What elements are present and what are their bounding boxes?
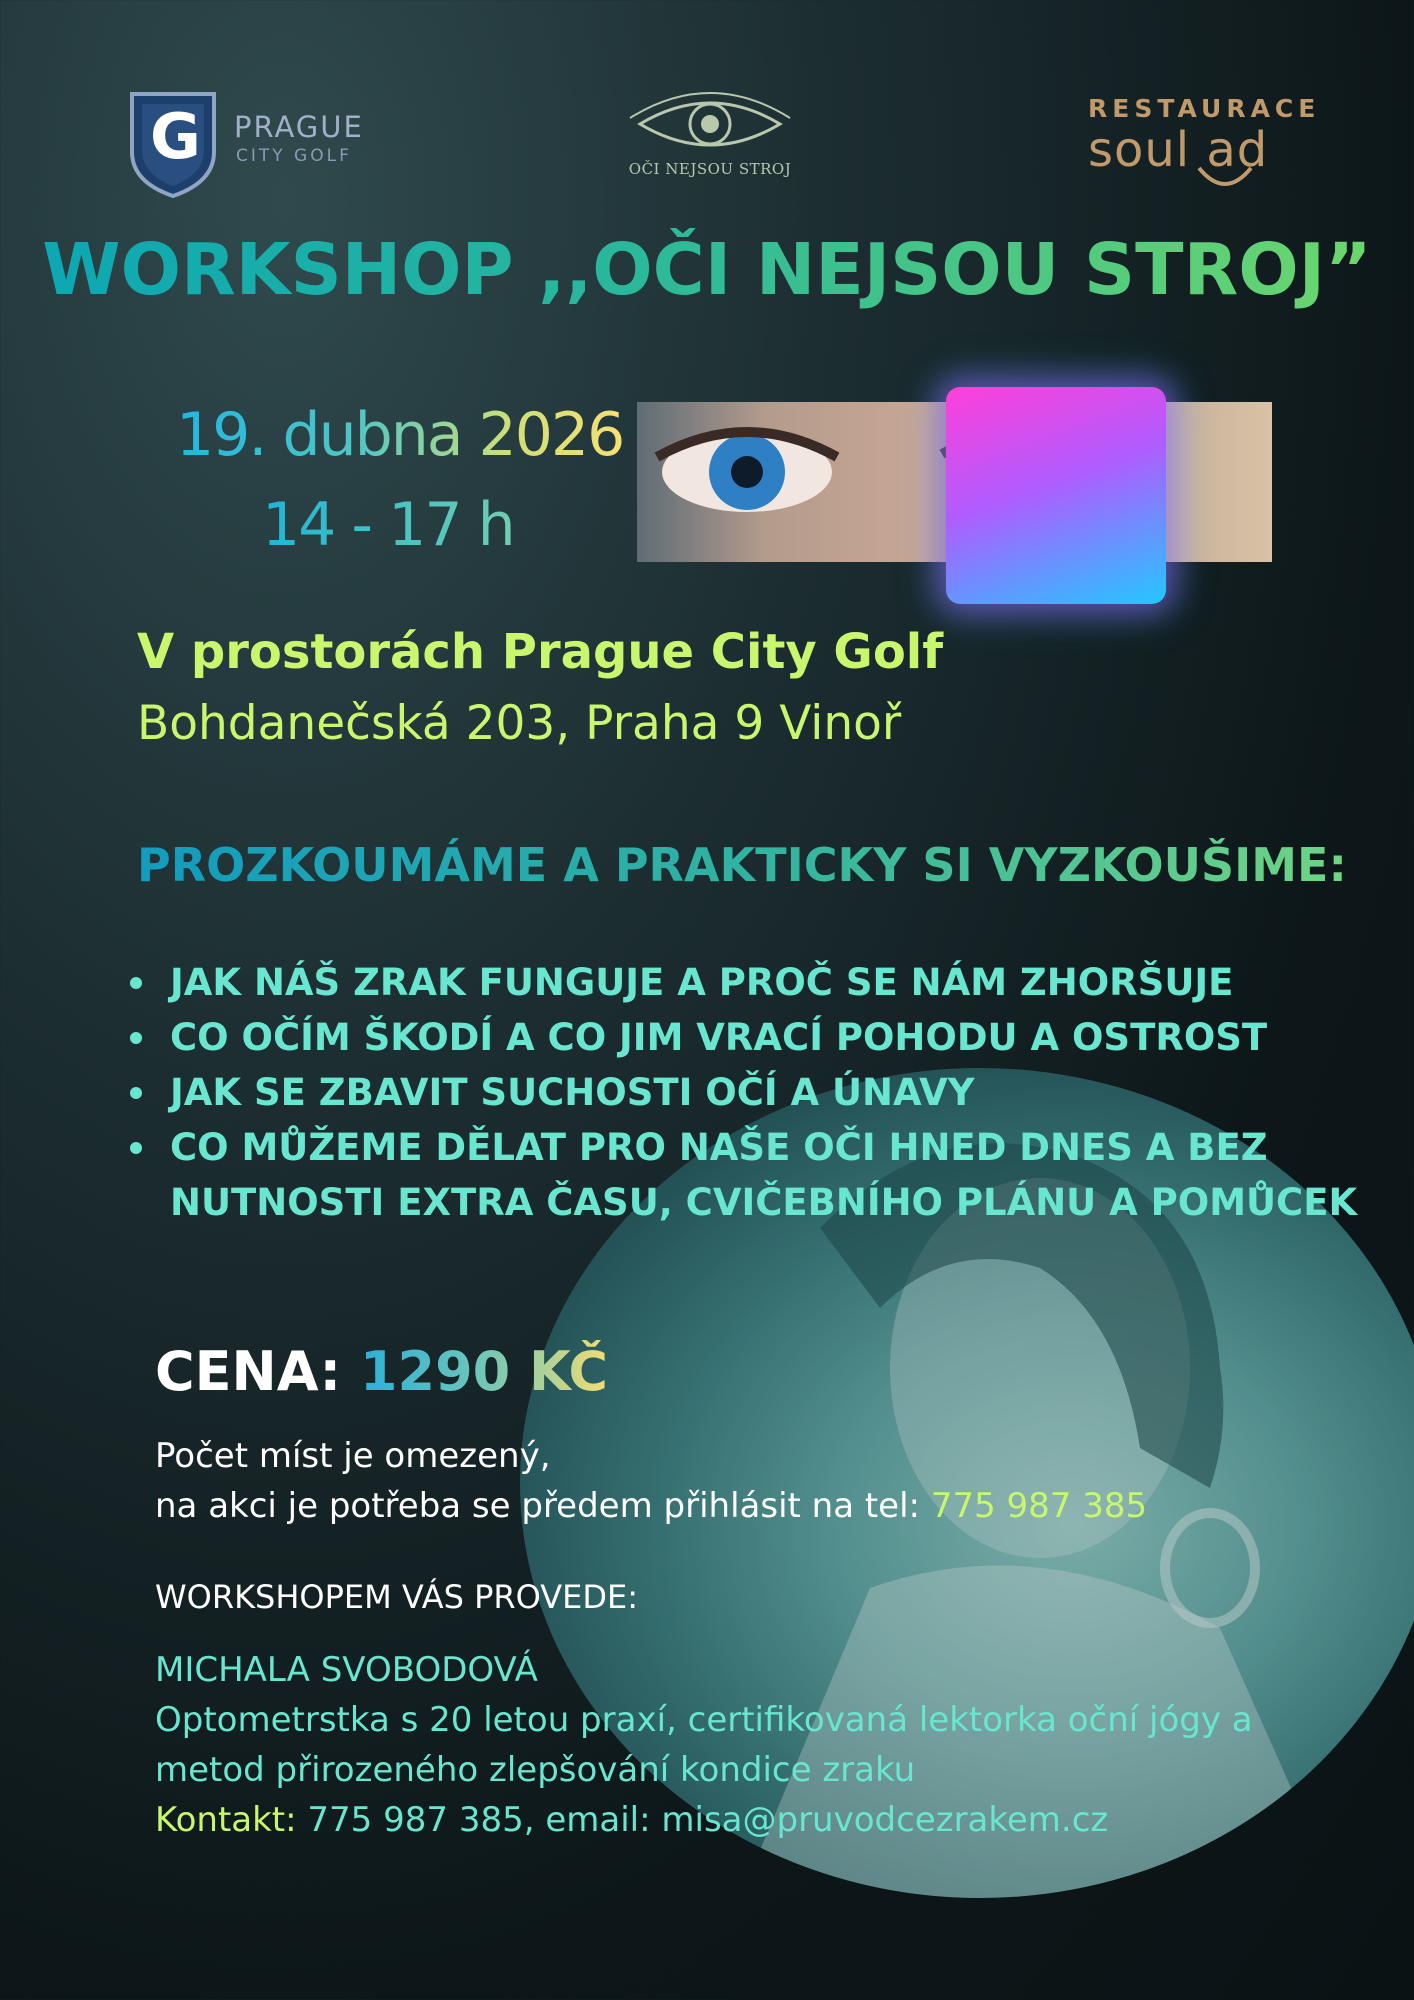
info-phone: 775 987 385 bbox=[930, 1486, 1148, 1526]
oci-nejsou-stroj-logo bbox=[620, 88, 800, 184]
guide-contact bbox=[155, 1800, 1108, 1840]
pcg-letter: G bbox=[150, 100, 201, 173]
pcg-line2: CITY GOLF bbox=[236, 146, 352, 166]
soul-line1: RESTAURACE bbox=[1088, 94, 1321, 123]
price-value: 1290 KČ bbox=[359, 1340, 609, 1403]
smile-icon bbox=[1195, 164, 1255, 192]
guide-bio-line2: metod přirozeného zlepšování kondice zraku bbox=[155, 1750, 916, 1790]
contact-label: Kontakt: bbox=[155, 1800, 297, 1840]
list-item: CO MŮŽEME DĚLAT PRO NAŠE OČI HNED DNES A BEZ NUTNOSTI EXTRA ČASU, CVIČEBNÍHO PLÁNU A POMŮCEK bbox=[128, 1120, 1358, 1230]
venue-address: Bohdanečská 203, Praha 9 Vinoř bbox=[137, 696, 902, 751]
list-item: JAK NÁŠ ZRAK FUNGUJE A PROČ SE NÁM ZHORŠUJE bbox=[128, 955, 1358, 1010]
soul-line2: soul ad bbox=[1088, 122, 1269, 178]
event-time: 14 - 17 h bbox=[262, 490, 514, 560]
venue-name: V prostorách Prague City Golf bbox=[137, 624, 944, 680]
info-line1: Počet míst je omezený, bbox=[155, 1436, 551, 1476]
list-item: JAK SE ZBAVIT SUCHOSTI OČÍ A ÚNAVY bbox=[128, 1065, 1358, 1120]
neon-focus-frame bbox=[946, 387, 1166, 604]
guide-heading: WORKSHOPEM VÁS PROVEDE: bbox=[155, 1578, 639, 1616]
price bbox=[155, 1340, 608, 1403]
contact-phone: 775 987 385, email: bbox=[307, 1800, 651, 1840]
contact-email[interactable]: misa@pruvodcezrakem.cz bbox=[661, 1800, 1109, 1840]
guide-name: MICHALA SVOBODOVÁ bbox=[155, 1650, 538, 1690]
list-item: CO OČÍM ŠKODÍ A CO JIM VRACÍ POHODU A OSTROST bbox=[128, 1010, 1358, 1065]
prague-city-golf-logo bbox=[128, 90, 368, 202]
guide-bio-line1: Optometrstka s 20 letou praxí, certifikovaná lektorka oční jógy a bbox=[155, 1700, 1253, 1740]
price-label: CENA: bbox=[155, 1340, 342, 1403]
eye-logo-icon bbox=[620, 88, 800, 160]
info-line2 bbox=[155, 1486, 1147, 1526]
event-date: 19. dubna 2026 bbox=[176, 400, 624, 470]
info-line2-text: na akci je potřeba se předem přihlásit na tel: bbox=[155, 1486, 920, 1526]
topics-list bbox=[128, 955, 1358, 1230]
pcg-line1: PRAGUE bbox=[234, 110, 364, 144]
ons-logo-text: OČI NEJSOU STROJ bbox=[628, 160, 792, 178]
soul-food-logo bbox=[1080, 94, 1321, 194]
page-title: WORKSHOP ,,OČI NEJSOU STROJ” bbox=[0, 228, 1414, 311]
section-heading: PROZKOUMÁME A PRAKTICKY SI VYZKOUŠIME: bbox=[137, 838, 1347, 892]
